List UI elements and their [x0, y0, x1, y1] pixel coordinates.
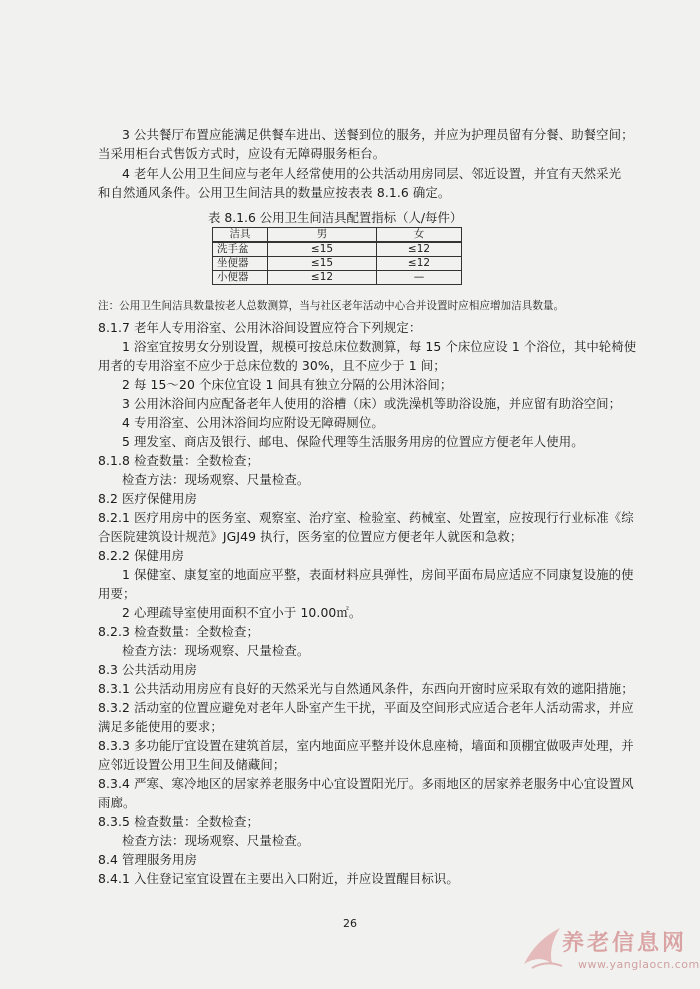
- text-line: 3 公用沐浴间内应配备老年人使用的浴槽（床）或洗澡机等助浴设施，并应留有助浴空间；: [122, 396, 622, 411]
- table-header-cell: 男: [268, 228, 377, 243]
- text-line: 检查方法：现场观察、尺量检查。: [122, 472, 310, 487]
- text-line: 1 浴室宜按男女分别设置，规模可按总床位数测算，每 15 个床位应设 1 个浴位，其中轮椅使: [122, 339, 637, 354]
- text-line: 雨廊。: [98, 795, 136, 810]
- table-cell: ≤15: [268, 242, 377, 257]
- text-line: 4 专用浴室、公用沐浴间均应附设无障碍厕位。: [122, 415, 384, 430]
- watermark: [518, 920, 700, 984]
- text-line: 8.3.5 检查数量：全数检查；: [98, 814, 259, 829]
- text-line: 4 老年人公用卫生间应与老年人经常使用的公共活动用房同层、邻近设置，并宜有天然采光: [122, 166, 622, 181]
- text-line: 8.4.1 入住登记室宜设置在主要出入口附近，并应设置醒目标识。: [98, 871, 459, 886]
- text-line: 8.3.3 多功能厅宜设置在建筑首层，室内地面应平整并设休息座椅，墙面和顶棚宜做吸声处理，并: [98, 738, 634, 753]
- table-header-cell: 女: [377, 228, 462, 243]
- table-cell: ≤12: [377, 242, 462, 257]
- text-line: 8.3.1 公共活动用房应有良好的天然采光与自然通风条件，东西向开窗时应采取有效的遮阳措施；: [98, 681, 634, 696]
- table-cell: 洗手盆: [213, 242, 268, 257]
- text-line: 8.3.4 严寒、寒冷地区的居家养老服务中心宜设置阳光厅。多雨地区的居家养老服务中心宜设置风: [98, 776, 634, 791]
- text-line: 和自然通风条件。公用卫生间洁具的数量应按表表 8.1.6 确定。: [98, 185, 451, 200]
- text-line: 3 公共餐厅布置应能满足供餐车进出、送餐到位的服务，并应为护理员留有分餐、助餐空间；: [122, 127, 634, 142]
- text-line: 8.3.2 活动室的位置应避免对老年人卧室产生干扰，平面及空间形式应适合老年人活动需求，并应: [98, 700, 634, 715]
- text-line: 2 每 15～20 个床位宜设 1 间具有独立分隔的公用沐浴间；: [122, 377, 453, 392]
- table-row: [213, 242, 462, 257]
- text-line: 合医院建筑设计规范》JGJ49 执行，医务室的位置应方便老年人就医和急救；: [98, 529, 523, 544]
- table-cell: ≤12: [268, 271, 377, 285]
- section-heading: 8.3 公共活动用房: [98, 662, 197, 677]
- text-line: 8.2.3 检查数量：全数检查；: [98, 624, 259, 639]
- page-number: 26: [343, 917, 357, 930]
- text-line: 2 心理疏导室使用面积不宜小于 10.00㎡。: [122, 605, 362, 620]
- table-caption: 表 8.1.6 公用卫生间洁具配置指标（人/每件）: [208, 210, 463, 225]
- text-line: 5 理发室、商店及银行、邮电、保险代理等生活服务用房的位置应方便老年人使用。: [122, 434, 584, 449]
- table-cell: 坐便器: [213, 257, 268, 271]
- text-line: 满足多能使用的要求；: [98, 719, 223, 734]
- sanitary-fixture-table: [212, 227, 462, 285]
- section-heading: 8.2 医疗保健用房: [98, 491, 197, 506]
- text-line: 当采用柜台式售饭方式时，应设有无障碍服务柜台。: [98, 146, 386, 161]
- table-header-row: [213, 228, 462, 243]
- text-line: 8.1.8 检查数量：全数检查；: [98, 453, 259, 468]
- text-line: 8.2.2 保健用房: [98, 548, 185, 563]
- text-line: 用者的专用浴室不应少于总床位数的 30%，且不应少于 1 间；: [98, 358, 446, 373]
- table-cell: —: [377, 271, 462, 285]
- text-line: 8.1.7 老年人专用浴室、公用沐浴间设置应符合下列规定：: [98, 320, 422, 335]
- table-cell: 小便器: [213, 271, 268, 285]
- text-line: 用要；: [98, 586, 136, 601]
- watermark-text: 养老信息网: [562, 930, 688, 956]
- text-line: 检查方法：现场观察、尺量检查。: [122, 643, 310, 658]
- text-line: 8.2.1 医疗用房中的医务室、观察室、治疗室、检验室、药械室、处置室，应按现行行业标准《综: [98, 510, 634, 525]
- table-cell: ≤12: [377, 257, 462, 271]
- table-cell: ≤15: [268, 257, 377, 271]
- table-row: [213, 271, 462, 285]
- table-row: [213, 257, 462, 271]
- text-line: 1 保健室、康复室的地面应平整，表面材料应具弹性，房间平面布局应适应不同康复设施的使: [122, 567, 634, 582]
- text-line: 检查方法：现场观察、尺量检查。: [122, 833, 310, 848]
- table-note: 注：公用卫生间洁具数量按老人总数测算，当与社区老年活动中心合并设置时应相应增加洁具数量。: [98, 300, 565, 312]
- table-header-cell: 洁具: [213, 228, 268, 243]
- section-heading: 8.4 管理服务用房: [98, 852, 197, 867]
- watermark-url: www.yanglaocn.com: [578, 958, 700, 971]
- text-line: 应邻近设置公用卫生间及储藏间；: [98, 757, 286, 772]
